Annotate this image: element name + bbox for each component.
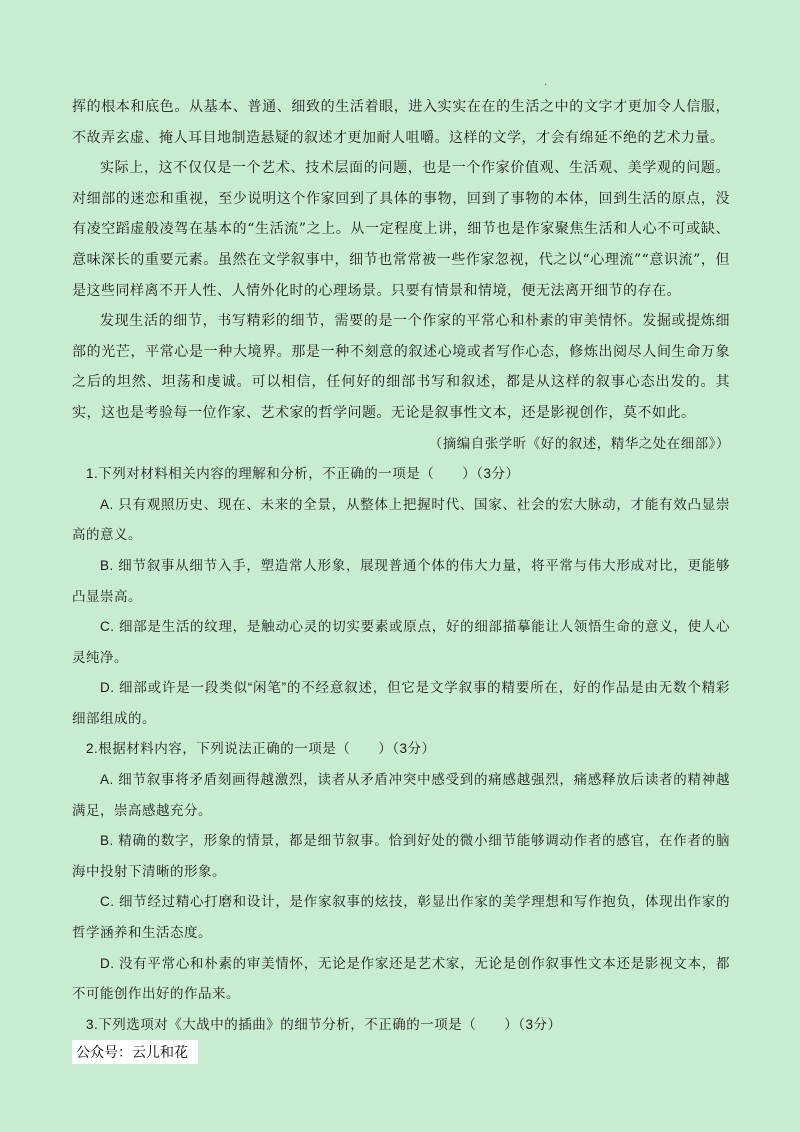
stray-dot-mark: · bbox=[544, 80, 548, 91]
body-paragraph-1: 挥的根本和底色。从基本、普通、细致的生活着眼，进入实实在在的生活之中的文字才更加令人信服，不故弄玄虚、掩人耳目地制造悬疑的叙述才更加耐人咀嚼。这样的文学，才会有绵延不绝的艺术力量。 bbox=[72, 99, 730, 146]
body-paragraph-2: 实际上，这不仅仅是一个艺术、技术层面的问题，也是一个作家价值观、生活观、美学观的问题。对细部的迷恋和重视，至少说明这个作家回到了具体的事物，回到了事物的本体，回到生活的原点，没有凌空蹈虚般凌驾在基本的“生活流”之上。从一定程度上讲，细节也是作家聚焦生活和人心不可或缺、意味深长的重要元素。虽然在文学叙事中，细节也常常被一些作家忽视，代之以“心理流”“意识流”，但是这些同样离不开人性、人情外化时的心理场景。只要有情景和情境，便无法离开细节的存在。 bbox=[72, 160, 730, 299]
body-paragraph-3: 发现生活的细节，书写精彩的细节，需要的是一个作家的平常心和朴素的审美情怀。发掘或提炼细部的光芒，平常心是一种大境界。那是一种不刻意的叙述心境或者写作心态，修炼出阅尽人间生命万象之后的坦然、坦荡和虔诚。可以相信，任何好的细部书写和叙述，都是从这样的叙事心态出发的。其实，这也是考验每一位作家、艺术家的哲学问题。无论是叙事性文本，还是影视创作，莫不如此。 bbox=[72, 313, 730, 421]
exam-page bbox=[72, 92, 730, 1040]
question-3-stem: 3.下列选项对《大战中的插曲》的细节分析，不正确的一项是（ ）（3分） bbox=[86, 1016, 562, 1032]
watermark-label: 公众号：云儿和花 bbox=[72, 1040, 198, 1064]
question-1-option-c: C. 细部是生活的纹理，是触动心灵的切实要素或原点，好的细部描摹能让人领悟生命的意义，使人心灵纯净。 bbox=[72, 619, 730, 665]
question-1-option-a: A. 只有观照历史、现在、未来的全景，从整体上把握时代、国家、社会的宏大脉动，才能有效凸显崇高的意义。 bbox=[72, 496, 730, 543]
question-1-option-d: D. 细部或许是一段类似“闲笔”的不经意叙述，但它是文学叙事的精要所在，好的作品是由无数个精彩细部组成的。 bbox=[72, 680, 730, 726]
question-2-option-a: A. 细节叙事将矛盾刻画得越激烈，读者从矛盾冲突中感受到的痛感越强烈，痛感释放后读者的精神越满足，崇高感越充分。 bbox=[72, 772, 730, 818]
source-citation: （摘编自张学昕《好的叙述，精华之处在细部》） bbox=[428, 435, 730, 451]
question-1-option-b: B. 细节叙事从细节入手，塑造常人形象，展现普通个体的伟大力量，将平常与伟大形成对比，更能够凸显崇高。 bbox=[72, 557, 730, 604]
question-2-option-b: B. 精确的数字，形象的情景，都是细节叙事。恰到好处的微小细节能够调动作者的感官，在作者的脑海中投射下清晰的形象。 bbox=[72, 833, 730, 879]
question-2-stem: 2.根据材料内容，下列说法正确的一项是（ ）（3分） bbox=[86, 741, 436, 757]
question-1-stem: 1.下列对材料相关内容的理解和分析，不正确的一项是（ ）（3分） bbox=[86, 466, 520, 482]
question-2-option-d: D. 没有平常心和朴素的审美情怀，无论是作家还是艺术家，无论是创作叙事性文本还是影视文本，都不可能创作出好的作品来。 bbox=[72, 955, 730, 1002]
question-2-option-c: C. 细节经过精心打磨和设计，是作家叙事的炫技，彰显出作家的美学理想和写作抱负，体现出作家的哲学涵养和生活态度。 bbox=[72, 894, 730, 941]
